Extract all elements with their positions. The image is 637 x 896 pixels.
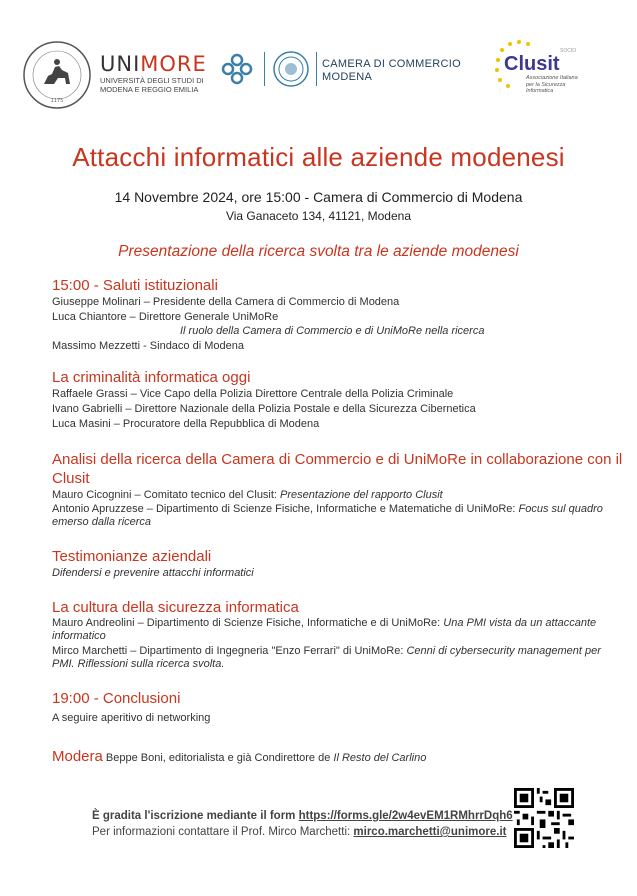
program-line: A seguire aperitivo di networking <box>52 712 211 724</box>
event-address: Via Ganaceto 134, 41121, Modena <box>225 209 412 223</box>
logo-divider <box>264 52 265 86</box>
program-line: Massimo Mezzetti - Sindaco di Modena <box>52 340 244 352</box>
section-title-cultura: La cultura della sicurezza informatica <box>52 599 299 616</box>
event-subtitle: Presentazione della ricerca svolta tra le aziende modenesi <box>118 243 519 260</box>
program-line: PMI. Riflessioni sulla ricerca svolta. <box>52 658 225 670</box>
program-line-talk: Il ruolo della Camera di Commercio e di UniMoRe nella ricerca <box>180 325 485 337</box>
seal-year: 1175 <box>50 98 64 104</box>
clusit-socio-label: SOCIO <box>560 48 577 54</box>
program-line: Luca Masini – Procuratore della Repubblica di Modena <box>52 418 320 430</box>
registration-form-link[interactable]: https://forms.gle/2w4evEM1RMhrrDqh6 <box>298 810 513 822</box>
section-title-saluti: 15:00 - Saluti istituzionali <box>52 277 218 294</box>
camera-commercio-wordmark: CAMERA DI COMMERCIO MODENA <box>322 58 461 83</box>
contact-email-link[interactable]: mirco.marchetti@unimore.it <box>353 826 507 838</box>
section-title-analisi: Analisi della ricerca della Camera di Commercio e di UniMoRe in collaborazione con il <box>52 451 623 468</box>
section-title-criminalita: La criminalità informatica oggi <box>52 369 251 386</box>
moderator-line: Modera Beppe Boni, editorialista e già Condirettore de Il Resto del Carlino <box>52 748 427 765</box>
program-line: informatico <box>52 630 106 642</box>
logo-divider <box>316 52 317 86</box>
unimore-wordmark: UNIMORE <box>100 52 207 76</box>
section-title-analisi-cont: Clusit <box>52 470 90 487</box>
qr-code-icon[interactable] <box>514 788 574 848</box>
section-title-conclusioni: 19:00 - Conclusioni <box>52 690 181 707</box>
section-title-testimonianze: Testimonianze aziendali <box>52 548 212 565</box>
clusit-subtitle: Associazione Italiana per la Sicurezza Informatica <box>526 75 578 94</box>
program-line: Ivano Gabrielli – Direttore Nazionale della Polizia Postale e della Sicurezza Cibernetica <box>52 403 476 415</box>
clusit-wordmark: Clusit <box>504 53 560 75</box>
program-line: Mirco Marchetti – Dipartimento di Ingegneria "Enzo Ferrari" di UniMoRe: Cenni di cybersecurity management per <box>52 645 601 657</box>
program-line: Difendersi e prevenire attacchi informatici <box>52 567 254 579</box>
registration-note: È gradita l'iscrizione mediante il form https://forms.gle/2w4evEM1RMhrrDqh6 <box>92 810 513 822</box>
unimore-subtitle: UNIVERSITÀ DEGLI STUDI DI MODENA E REGGIO EMILIA <box>100 76 204 94</box>
program-line: Mauro Andreolini – Dipartimento di Scienze Fisiche, Informatiche e di UniMoRe: Una PMI vista da un attaccante <box>52 617 597 629</box>
program-line: Mauro Cicognini – Comitato tecnico del Clusit: Presentazione del rapporto Clusit <box>52 489 443 501</box>
event-dateline: 14 Novembre 2024, ore 15:00 - Camera di Commercio di Modena <box>114 189 523 205</box>
program-line: Luca Chiantore – Direttore Generale UniMoRe <box>52 311 279 323</box>
program-line: Raffaele Grassi – Vice Capo della Polizia Direttore Centrale della Polizia Criminale <box>52 388 454 400</box>
event-title: Attacchi informatici alle aziende modenesi <box>72 142 565 172</box>
program-line: emerso dalla ricerca <box>52 516 152 528</box>
program-line: Antonio Apruzzese – Dipartimento di Scienze Fisiche, Informatiche e Matematiche di UniMoRe: Focus sul quadro <box>52 503 603 515</box>
camera-commercio-icon <box>220 52 254 86</box>
contact-note: Per informazioni contattare il Prof. Mirco Marchetti: mirco.marchetti@unimore.it <box>92 826 507 838</box>
unimore-seal-logo <box>22 40 92 110</box>
camera-commercio-seal-icon <box>272 50 310 88</box>
program-line: Giuseppe Molinari – Presidente della Camera di Commercio di Modena <box>52 296 400 308</box>
